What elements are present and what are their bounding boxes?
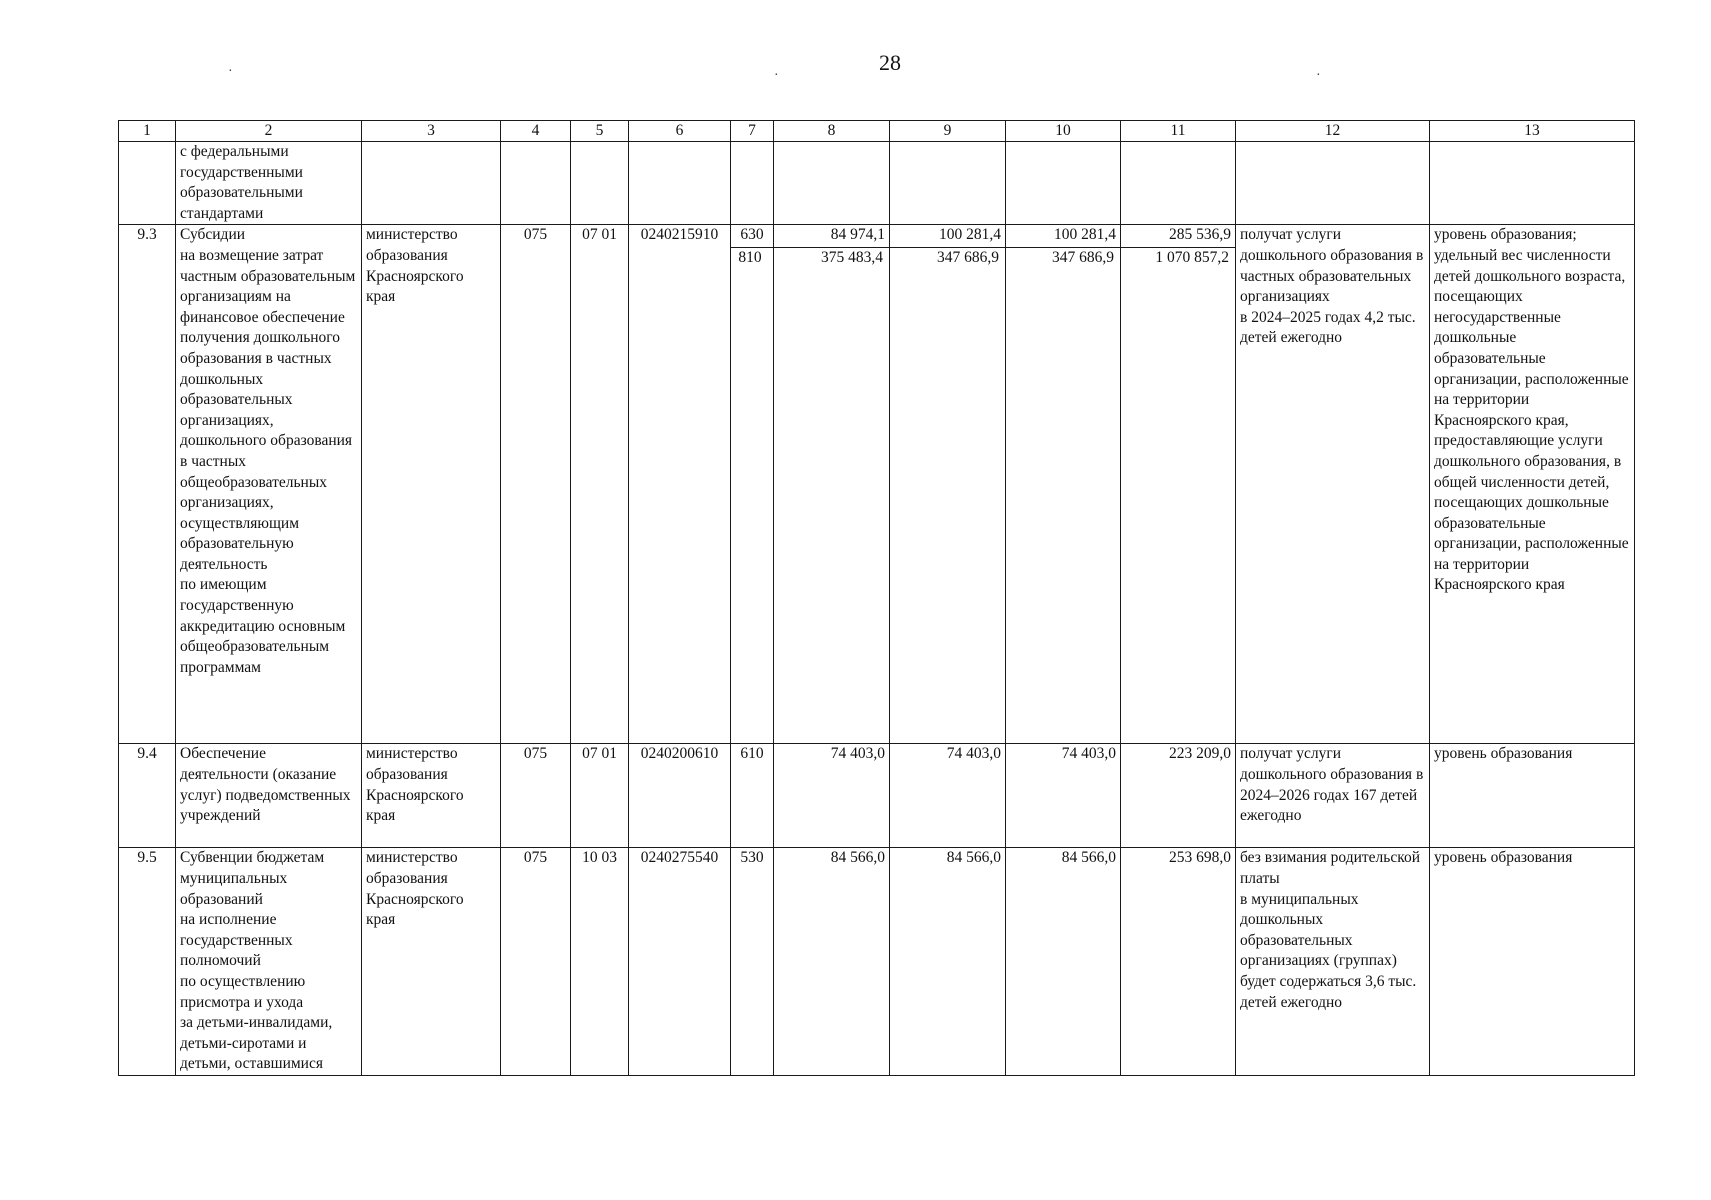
expected-result: без взимания родительской платы в муниципальных дошкольных образовательных организациях (группах) будет содержаться 3,6 тыс. детей ежегодно xyxy=(1236,848,1430,1076)
column-header: 2 xyxy=(176,121,362,142)
column-header: 6 xyxy=(629,121,731,142)
table-row xyxy=(119,744,1635,848)
column-header: 9 xyxy=(890,121,1006,142)
amount-2025-line: 347 686,9 xyxy=(890,247,1006,269)
amount-2026-line: 84 566,0 xyxy=(1061,849,1116,867)
target-indicator: уровень образования xyxy=(1430,744,1635,848)
item-number: 9.4 xyxy=(119,744,176,848)
table-row xyxy=(119,142,1635,225)
table-row xyxy=(119,848,1635,1076)
expense-type-code-line: 530 xyxy=(740,849,764,867)
scan-speck: · xyxy=(774,68,779,83)
amount-2024 xyxy=(774,225,890,744)
amount-2025-line: 74 403,0 xyxy=(946,745,1001,763)
amount-2024 xyxy=(774,848,890,1076)
column-header: 11 xyxy=(1121,121,1236,142)
target-article-code: 0240275540 xyxy=(629,848,731,1076)
expense-type-code xyxy=(731,142,774,225)
amount-2026-line: 74 403,0 xyxy=(1061,745,1116,763)
amount-2024-line: 74 403,0 xyxy=(830,745,885,763)
amount-total xyxy=(1121,744,1236,848)
column-header: 7 xyxy=(731,121,774,142)
target-indicator xyxy=(1430,142,1635,225)
amount-2026 xyxy=(1006,744,1121,848)
amount-2026 xyxy=(1006,848,1121,1076)
grbs-code xyxy=(501,142,571,225)
amount-2024 xyxy=(774,142,890,225)
item-number: 9.3 xyxy=(119,225,176,744)
expected-result: получат услуги дошкольного образования в частных образовательных организациях в 2024–2025 годах 4,2 тыс. детей ежегодно xyxy=(1236,225,1430,744)
responsible-executor: министерство образования Красноярского края xyxy=(362,225,501,744)
expense-type-code xyxy=(731,848,774,1076)
amount-2025 xyxy=(890,848,1006,1076)
expense-type-code xyxy=(731,225,774,744)
item-number xyxy=(119,142,176,225)
measure-name: Субсидии на возмещение затрат частным образовательным организациям на финансовое обеспечение получения дошкольного образования в частных дошкольных образовательных организациях, дошкольного образования в частных общеобразовательных организациях, осуществляющим образовательную деятельность по имеющим государственную аккредитацию основным общеобразовательным программам xyxy=(176,225,362,744)
amount-2025 xyxy=(890,225,1006,744)
grbs-code: 075 xyxy=(501,848,571,1076)
column-number-row xyxy=(119,121,1635,142)
target-article-code: 0240200610 xyxy=(629,744,731,848)
column-header: 10 xyxy=(1006,121,1121,142)
expected-result: получат услуги дошкольного образования в 2024–2026 годах 167 детей ежегодно xyxy=(1236,744,1430,848)
amount-total xyxy=(1121,848,1236,1076)
target-article-code xyxy=(629,142,731,225)
column-header: 8 xyxy=(774,121,890,142)
amount-2024-line: 84 974,1 xyxy=(830,226,885,244)
column-header: 12 xyxy=(1236,121,1430,142)
amount-total xyxy=(1121,225,1236,744)
expense-type-code-line: 810 xyxy=(731,247,774,269)
measure-name: с федеральными государственными образовательными стандартами xyxy=(176,142,362,225)
column-header: 13 xyxy=(1430,121,1635,142)
expense-type-code xyxy=(731,744,774,848)
target-indicator: уровень образования; удельный вес численности детей дошкольного возраста, посещающих негосударственные дошкольные образовательные организации, расположенные на территории Красноярского края, предоставляющие услуги дошкольного образования, в общей численности детей, посещающих дошкольные образовательные организации, расположенные на территории Красноярского края xyxy=(1430,225,1635,744)
section-code: 07 01 xyxy=(571,225,629,744)
scan-speck: · xyxy=(1316,68,1321,83)
amount-2025-line: 84 566,0 xyxy=(946,849,1001,867)
budget-measures-table xyxy=(118,120,1635,1076)
column-header: 3 xyxy=(362,121,501,142)
scan-speck: · xyxy=(228,64,233,79)
expense-type-code-line: 610 xyxy=(740,745,764,763)
responsible-executor xyxy=(362,142,501,225)
amount-2024 xyxy=(774,744,890,848)
column-header: 1 xyxy=(119,121,176,142)
expense-type-code-line: 630 xyxy=(740,226,764,244)
amount-2025-line: 100 281,4 xyxy=(939,226,1001,244)
table-row xyxy=(119,225,1635,744)
measure-name: Обеспечение деятельности (оказание услуг) подведомственных учреждений xyxy=(176,744,362,848)
amount-2026-line: 347 686,9 xyxy=(1006,247,1121,269)
item-number: 9.5 xyxy=(119,848,176,1076)
amount-total-line: 1 070 857,2 xyxy=(1121,247,1236,269)
amount-total-line: 223 209,0 xyxy=(1169,745,1231,763)
amount-total-line: 285 536,9 xyxy=(1169,226,1231,244)
amount-2024-line: 84 566,0 xyxy=(830,849,885,867)
amount-2025 xyxy=(890,142,1006,225)
amount-2026-line: 100 281,4 xyxy=(1054,226,1116,244)
responsible-executor: министерство образования Красноярского края xyxy=(362,744,501,848)
page-number: 28 xyxy=(879,50,901,75)
amount-2025 xyxy=(890,744,1006,848)
section-code: 07 01 xyxy=(571,744,629,848)
column-header: 4 xyxy=(501,121,571,142)
amount-2024-line: 375 483,4 xyxy=(774,247,890,269)
column-header: 5 xyxy=(571,121,629,142)
target-article-code: 0240215910 xyxy=(629,225,731,744)
section-code: 10 03 xyxy=(571,848,629,1076)
amount-total xyxy=(1121,142,1236,225)
responsible-executor: министерство образования Красноярского края xyxy=(362,848,501,1076)
amount-2026 xyxy=(1006,142,1121,225)
section-code xyxy=(571,142,629,225)
amount-total-line: 253 698,0 xyxy=(1169,849,1231,867)
grbs-code: 075 xyxy=(501,225,571,744)
amount-2026 xyxy=(1006,225,1121,744)
expected-result xyxy=(1236,142,1430,225)
grbs-code: 075 xyxy=(501,744,571,848)
target-indicator: уровень образования xyxy=(1430,848,1635,1076)
measure-name: Субвенции бюджетам муниципальных образований на исполнение государственных полномочий по осуществлению присмотра и ухода за детьми-инвалидами, детьми-сиротами и детьми, оставшимися xyxy=(176,848,362,1076)
